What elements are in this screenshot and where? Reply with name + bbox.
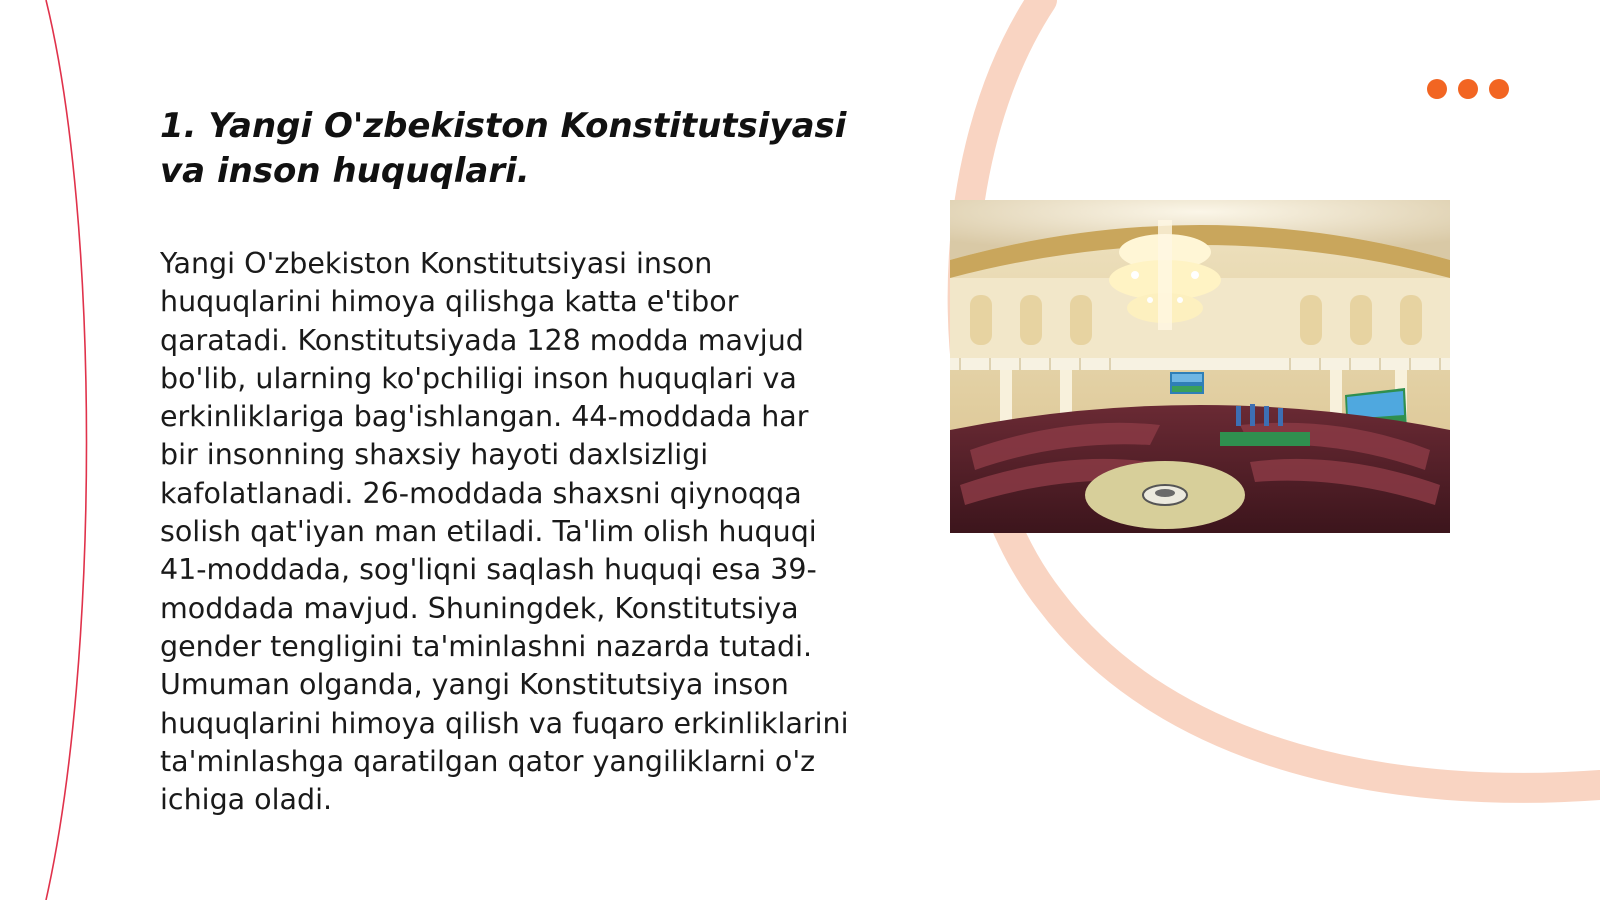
red-curve-line — [46, 0, 87, 900]
parliament-hall-photo — [950, 200, 1450, 533]
slide-body-text: Yangi O'zbekiston Konstitutsiyasi inson huquqlarini himoya qilishga katta e'tibor qaratadi. Konstitutsiyada 128 modda mavjud bo'lib, ularning ko'pchiligi inson huquqlari va erkinliklariga bag'ishlangan. 44-moddada har bir insonning shaxsiy hayoti daxlsizligi kafolatlanadi. 26-moddada shaxsni qiynoqqa solish qat'iyan man etiladi. Ta'lim olish huquqi 41-moddada, sog'liqni saqlash huquqi esa 39-moddada mavjud. Shuningdek, Konstitutsiya gender tengligini ta'minlashni nazarda tutadi. Umuman olganda, yangi Konstitutsiya inson huquqlarini himoya qilish va fuqaro erkinliklarini ta'minlashga qaratilgan qator yangiliklarni o'z ichiga oladi. — [160, 247, 849, 817]
slide-title: 1. Yangi O'zbekiston Konstitutsiyasi va inson huquqlari. — [160, 106, 847, 191]
dots-decoration — [1427, 79, 1509, 99]
dot-3 — [1489, 79, 1509, 99]
dot-1 — [1427, 79, 1447, 99]
dot-2 — [1458, 79, 1478, 99]
